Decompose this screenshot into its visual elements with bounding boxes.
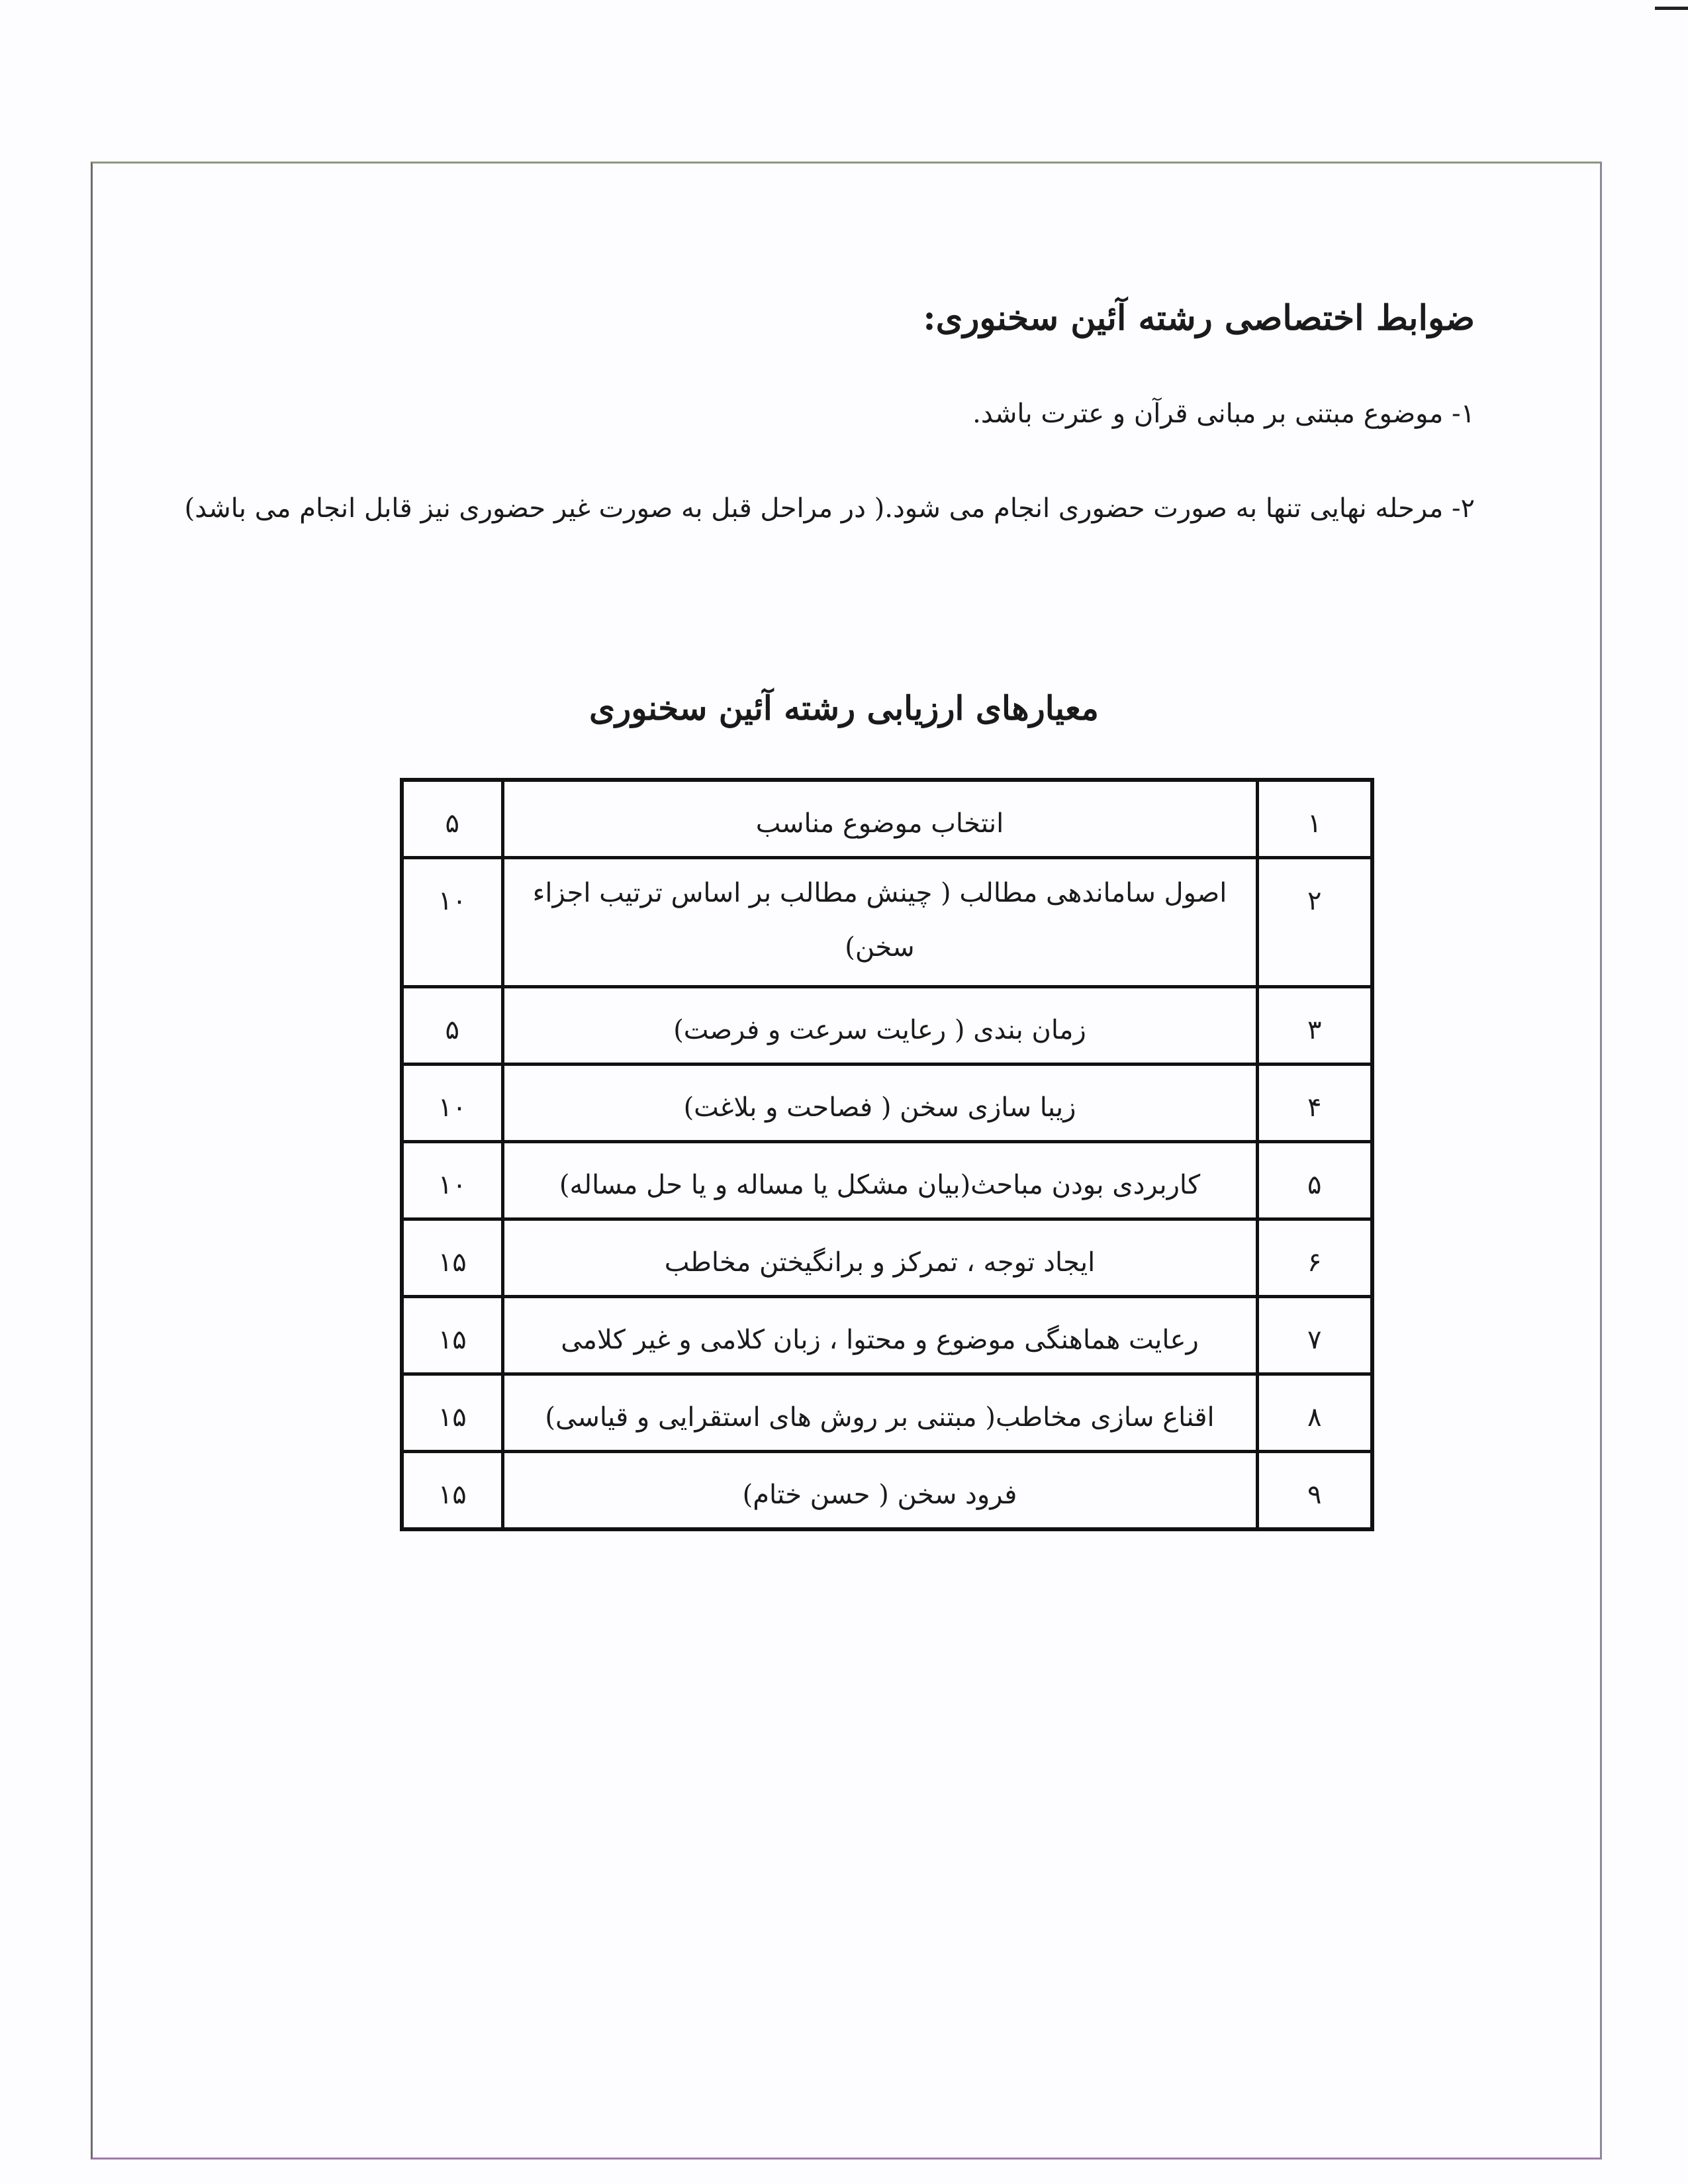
- criterion-number: ۸: [1257, 1374, 1372, 1452]
- criterion-description: ایجاد توجه ، تمرکز و برانگیختن مخاطب: [502, 1219, 1257, 1297]
- criterion-score: ۱۵: [402, 1297, 502, 1374]
- scan-edge-mark: [1655, 7, 1688, 10]
- criterion-number: ۹: [1257, 1452, 1372, 1530]
- criterion-number: ۷: [1257, 1297, 1372, 1374]
- table-row: [402, 1065, 1372, 1142]
- table-row: [402, 1374, 1372, 1452]
- criterion-score: ۱۰: [402, 858, 502, 987]
- criterion-score: ۱۵: [402, 1219, 502, 1297]
- criterion-score: ۵: [402, 780, 502, 858]
- criterion-number: ۶: [1257, 1219, 1372, 1297]
- criterion-number: ۳: [1257, 987, 1372, 1065]
- rule-item-1: ۱- موضوع مبتنی بر مبانی قرآن و عترت باشد.: [972, 399, 1475, 429]
- criterion-description: انتخاب موضوع مناسب: [502, 780, 1257, 858]
- criterion-description: کاربردی بودن مباحث(بیان مشکل یا مساله و یا حل مساله): [502, 1142, 1257, 1219]
- criterion-number: ۲: [1257, 858, 1372, 987]
- criterion-number: ۵: [1257, 1142, 1372, 1219]
- criterion-score: ۱۵: [402, 1374, 502, 1452]
- criteria-table: [400, 778, 1374, 1531]
- table-row: [402, 987, 1372, 1065]
- criterion-score: ۱۵: [402, 1452, 502, 1530]
- rule-item-2: ۲- مرحله نهایی تنها به صورت حضوری انجام می شود.( در مراحل قبل به صورت غیر حضوری نیز قابل انجام می باشد): [184, 493, 1475, 524]
- criterion-number: ۱: [1257, 780, 1372, 858]
- criterion-score: ۵: [402, 987, 502, 1065]
- criterion-number: ۴: [1257, 1065, 1372, 1142]
- criterion-description: اصول ساماندهی مطالب ( چینش مطالب بر اساس ترتیب اجزاء سخن): [502, 858, 1257, 987]
- criteria-table-title: معیارهای ارزیابی رشته آئین سخنوری: [589, 688, 1099, 728]
- criterion-description: زیبا سازی سخن ( فصاحت و بلاغت): [502, 1065, 1257, 1142]
- criterion-description: اقناع سازی مخاطب( مبتنی بر روش های استقرایی و قیاسی): [502, 1374, 1257, 1452]
- criterion-score: ۱۰: [402, 1065, 502, 1142]
- criterion-score: ۱۰: [402, 1142, 502, 1219]
- criterion-description: رعایت هماهنگی موضوع و محتوا ، زبان کلامی و غیر کلامی: [502, 1297, 1257, 1374]
- table-row: [402, 858, 1372, 987]
- table-row: [402, 1452, 1372, 1530]
- table-row: [402, 1219, 1372, 1297]
- table-row: [402, 1297, 1372, 1374]
- table-row: [402, 1142, 1372, 1219]
- section-heading: ضوابط اختصاصی رشته آئین سخنوری:: [923, 298, 1475, 338]
- criterion-description: زمان بندی ( رعایت سرعت و فرصت): [502, 987, 1257, 1065]
- table-row: [402, 780, 1372, 858]
- criterion-description: فرود سخن ( حسن ختام): [502, 1452, 1257, 1530]
